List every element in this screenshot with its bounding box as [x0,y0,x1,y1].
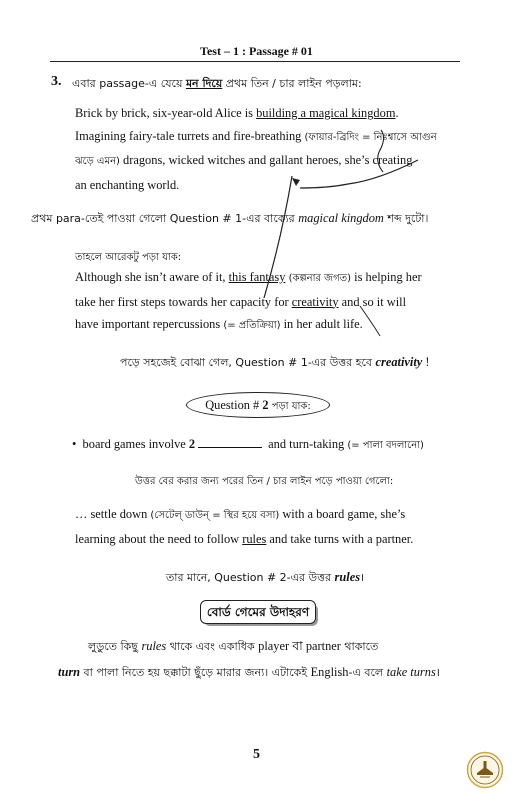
text: have important repercussions [75,317,224,331]
text: is helping her [351,270,422,284]
text: Brick by brick, six-year-old Alice is [75,106,257,120]
text: পড়া যাক: [268,401,311,412]
text: প্রথম para-তেই পাওয়া গেলো Question # 1-এর বাক্যের [31,212,299,225]
bangla-gloss: ঝড়ে এমন) [75,156,120,167]
bangla-gloss: (= পালা বদলানো) [347,440,424,451]
text: Imagining fairy-tale turrets and fire-breathing [75,128,305,143]
text: শব্দ দুটো। [383,212,429,225]
bold-italic-word: turn [58,665,81,679]
intro-post: প্রথম তিন / চার লাইন পড়লাম: [222,77,362,90]
underlined-word: rules [242,531,267,546]
text: -এ বলে [348,666,387,679]
text: and so it will [338,294,407,309]
note-4: উত্তর বের করার জন্য পরের তিন / চার লাইন পড়ে পাওয়া গেলো: [135,476,394,487]
page-header: Test – 1 : Passage # 01 [200,44,313,58]
question-number: 3. [51,74,62,89]
italic-word: rules [141,639,167,653]
underlined-phrase: building a magical kingdom [256,106,396,120]
text: ! [422,355,430,369]
text: বা পালা নিতে হয় ছক্কাটা ছুঁড়ে মারার জন্য। এটাকেই [80,666,311,679]
text: … settle down [75,507,151,521]
answer-word: creativity [375,355,423,369]
english-text: player বা partner [258,639,341,653]
page-number: 5 [253,747,260,762]
intro-pre: এবার passage-এ যেয়ে [72,77,186,90]
text: তার মানে, Question # 2-এর উত্তর [166,571,335,584]
bracket-mark-2 [360,306,380,336]
text: পড়ে সহজেই বোঝা গেল, Question # 1-এর উত্তর হবে [120,356,376,369]
bangla-gloss: (কল্পনার জগত) [285,273,352,284]
answer-word: rules [334,570,361,584]
bangla-gloss: (ফায়ার-ব্রিদিং = নিঃশ্বাসে আগুন [304,131,437,143]
bangla-gloss: (= প্রতিক্রিয়া) [223,320,281,331]
underlined-word: creativity [291,294,339,309]
text: লুডুতে কিছু [88,640,142,653]
text: with a board game, she’s [279,507,406,521]
arrow-line-2 [300,160,418,188]
bracket-mark [378,130,384,172]
text: . [395,106,399,120]
bullet-icon: • [72,437,77,451]
question-number: 2 [262,398,269,412]
text: take her first steps towards her capacity for [75,294,292,309]
example-title-box: বোর্ড গেমের উদাহরণ [200,600,316,624]
italic-phrase: magical kingdom [298,211,384,225]
bangla-gloss: (সেটেল্‌ ডাউন্‌ = স্থির হয়ে বসা) [150,510,280,521]
text: । [360,571,365,584]
text: in her adult life. [280,317,363,331]
text: Although she isn’t aware of it, [75,270,229,284]
note-2: তাহলে আরেকটু পড়া যাক: [75,252,182,263]
underlined-phrase: this fantasy [228,270,286,284]
english-text: English [310,665,349,679]
arrow-line-1 [264,176,292,298]
text: and turn-taking [265,437,348,451]
number: 2 [188,437,196,451]
text: learning about the need to follow [75,531,243,546]
intro-bold: মন দিয়ে [185,77,223,90]
italic-phrase: take turns [386,665,436,679]
text: থাকাতে [340,640,379,653]
text: Question # [205,398,263,412]
text: board games involve [82,437,189,451]
text: and take turns with a partner. [266,531,414,546]
passage1-line4: an enchanting world. [75,177,180,192]
text: dragons, wicked witches and gallant heroes, she’s creating [119,153,413,167]
text: থাকে এবং একাধিক [166,640,259,653]
text: । [435,666,440,679]
arrow-head [292,178,300,186]
